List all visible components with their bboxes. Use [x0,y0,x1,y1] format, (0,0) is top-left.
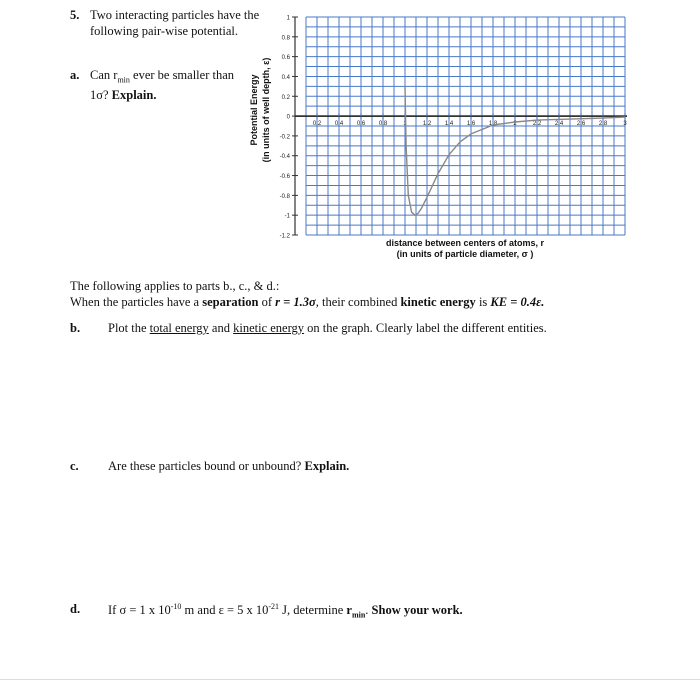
y-tick-label: 0.6 [281,55,290,62]
x-tick-label: 0.4 [334,121,344,128]
x-tick-label: 1 [403,121,407,128]
y-tick-label: 0.8 [281,35,290,42]
part-a-text: Can $r_{min}$ ever be smaller than 1σ? Explain. [90,68,235,102]
x-tick-label: 1.6 [466,121,476,128]
y-tick-label: -0.6 [279,174,290,181]
x-tick-label: 1.4 [444,121,454,128]
y-tick-label: 0.2 [281,94,290,101]
x-tick-label: 1.2 [422,121,432,128]
part-b-letter: b. [70,321,81,335]
part-c-text: Are these particles bound or unbound? Explain. [108,459,350,473]
x-tick-label: 2.4 [554,121,564,128]
part-a-letter: a. [70,68,80,82]
page-divider [0,679,700,680]
x-tick-label: 2 [513,121,517,128]
x-tick-label: 3 [623,121,627,128]
intro-text: The following applies to parts b., c., & d.: When the particles have a separation of r = 1.3σ, their combined kinetic energy is KE = 0.4ε. [70,279,545,309]
y-tick-label: -0.4 [279,154,290,161]
y-axis-label: Potential Energy (in units of well depth, ε) [249,57,271,163]
ticks [280,16,628,240]
y-tick-label: 1 [286,15,290,22]
y-tick-label: -1.2 [279,233,290,240]
potential-energy-graph [270,10,640,240]
part-b-text: Plot the total energy and kinetic energy on the graph. Clearly label the different entities. [108,321,547,335]
x-axis-label: distance between centers of atoms, r (in units of particle diameter, σ ) [385,238,545,259]
part-d-text: If σ = 1 x $10^{-10}$ m and ε = 5 x $10^{-21}$ J, determine $r_{min}$. Show your work. [108,602,463,620]
x-tick-label: 2.8 [598,121,608,128]
y-tick-label: 0.4 [281,74,290,81]
x-tick-label: 0.6 [356,121,366,128]
part-d-letter: d. [70,602,81,616]
question-text: Two interacting particles have the following pair-wise potential. [90,8,260,38]
part-c-letter: c. [70,459,79,473]
x-tick-label: 2.6 [576,121,586,128]
x-tick-label: 1.8 [488,121,498,128]
y-tick-label: 0 [286,114,290,121]
x-tick-label: 0.8 [378,121,388,128]
x-tick-label: 2.2 [532,121,542,128]
question-number: 5. [70,8,80,22]
y-tick-label: -1 [284,213,290,220]
x-tick-label: 0.2 [312,121,322,128]
y-tick-label: -0.8 [279,193,290,200]
y-tick-label: -0.2 [279,134,290,141]
